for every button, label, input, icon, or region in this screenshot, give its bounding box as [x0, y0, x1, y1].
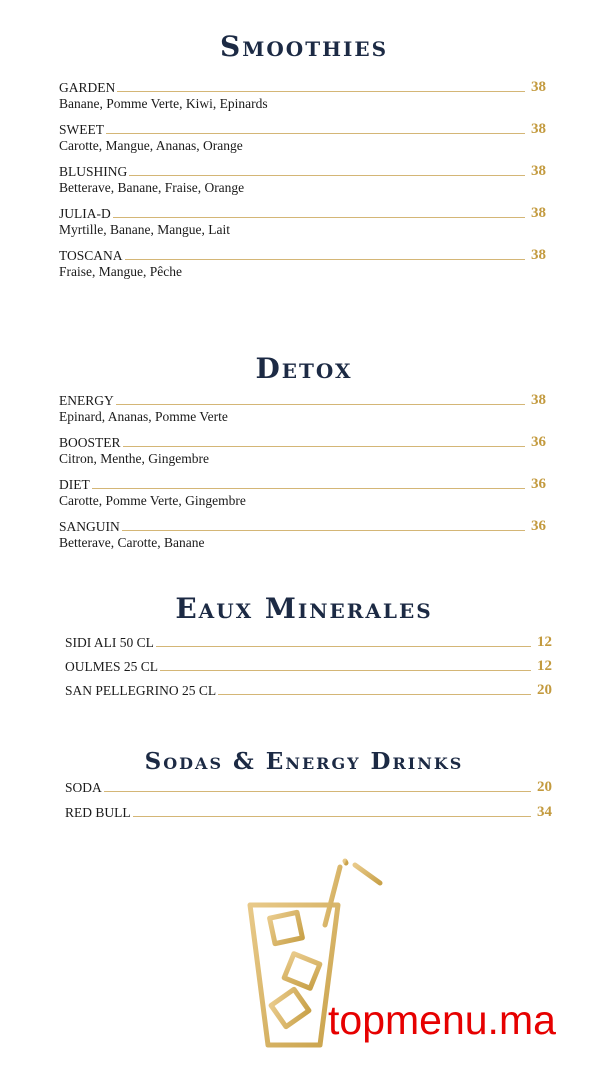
menu-item-smoothies — [59, 205, 546, 222]
item-price: 38 — [531, 205, 546, 221]
item-price: 20 — [537, 779, 552, 795]
leader-line — [125, 259, 525, 260]
item-name: SAN PELLEGRINO 25 CL — [65, 683, 217, 698]
leader-line — [123, 446, 525, 447]
item-price: 36 — [531, 518, 546, 534]
menu-item-sodas — [65, 779, 552, 796]
leader-line — [156, 646, 531, 647]
item-price: 20 — [537, 682, 552, 698]
item-description: Banane, Pomme Verte, Kiwi, Epinards — [59, 96, 268, 111]
menu-item-eaux — [65, 682, 552, 699]
item-name: DIET — [59, 477, 90, 492]
item-description: Epinard, Ananas, Pomme Verte — [59, 409, 228, 424]
section-title-eaux-minerales: Eaux Minerales — [175, 592, 433, 625]
leader-line — [116, 404, 525, 405]
item-price: 38 — [531, 163, 546, 179]
item-description: Carotte, Pomme Verte, Gingembre — [59, 493, 246, 508]
menu-item-eaux — [65, 634, 552, 651]
item-description: Carotte, Mangue, Ananas, Orange — [59, 138, 243, 153]
item-description: Citron, Menthe, Gingembre — [59, 451, 209, 466]
item-price: 38 — [531, 247, 546, 263]
menu-item-sodas — [65, 804, 552, 821]
leader-line — [113, 217, 525, 218]
item-description: Myrtille, Banane, Mangue, Lait — [59, 222, 230, 237]
menu-item-detox — [59, 476, 546, 493]
menu-item-smoothies — [59, 247, 546, 264]
item-name: SWEET — [59, 122, 104, 137]
topmenu-logo-text: topmenu.ma — [328, 997, 556, 1043]
item-name: ENERGY — [59, 393, 114, 408]
item-name: TOSCANA — [59, 248, 123, 263]
item-price: 12 — [537, 634, 552, 650]
item-price: 12 — [537, 658, 552, 674]
leader-line — [117, 91, 525, 92]
item-price: 38 — [531, 392, 546, 408]
menu-item-detox — [59, 518, 546, 535]
section-title-detox: Detox — [255, 352, 353, 385]
section-title-sodas: Sodas & Energy Drinks — [144, 748, 464, 775]
item-description: Betterave, Banane, Fraise, Orange — [59, 180, 245, 195]
item-price: 38 — [531, 79, 546, 95]
leader-line — [104, 791, 531, 792]
item-name: JULIA-D — [59, 206, 111, 221]
item-name: OULMES 25 CL — [65, 659, 159, 674]
leader-line — [129, 175, 525, 176]
item-name: SIDI ALI 50 CL — [65, 635, 154, 650]
menu-item-smoothies — [59, 79, 546, 96]
item-name: BOOSTER — [59, 435, 121, 450]
leader-line — [160, 670, 531, 671]
item-description: Betterave, Carotte, Banane — [59, 535, 205, 550]
item-description: Fraise, Mangue, Pêche — [59, 264, 182, 279]
item-name: RED BULL — [65, 805, 131, 820]
section-title-smoothies: Smoothies — [219, 30, 389, 63]
item-price: 34 — [537, 804, 552, 820]
item-price: 36 — [531, 476, 546, 492]
menu-item-detox — [59, 392, 546, 409]
item-name: BLUSHING — [59, 164, 128, 179]
item-name: SODA — [65, 780, 102, 795]
leader-line — [92, 488, 525, 489]
leader-line — [133, 816, 531, 817]
leader-line — [122, 530, 525, 531]
leader-line — [218, 694, 531, 695]
menu-item-smoothies — [59, 121, 546, 138]
menu-item-smoothies — [59, 163, 546, 180]
item-price: 36 — [531, 434, 546, 450]
menu-item-eaux — [65, 658, 552, 675]
menu-item-detox — [59, 434, 546, 451]
item-name: GARDEN — [59, 80, 116, 95]
item-price: 38 — [531, 121, 546, 137]
leader-line — [106, 133, 525, 134]
item-name: SANGUIN — [59, 519, 120, 534]
